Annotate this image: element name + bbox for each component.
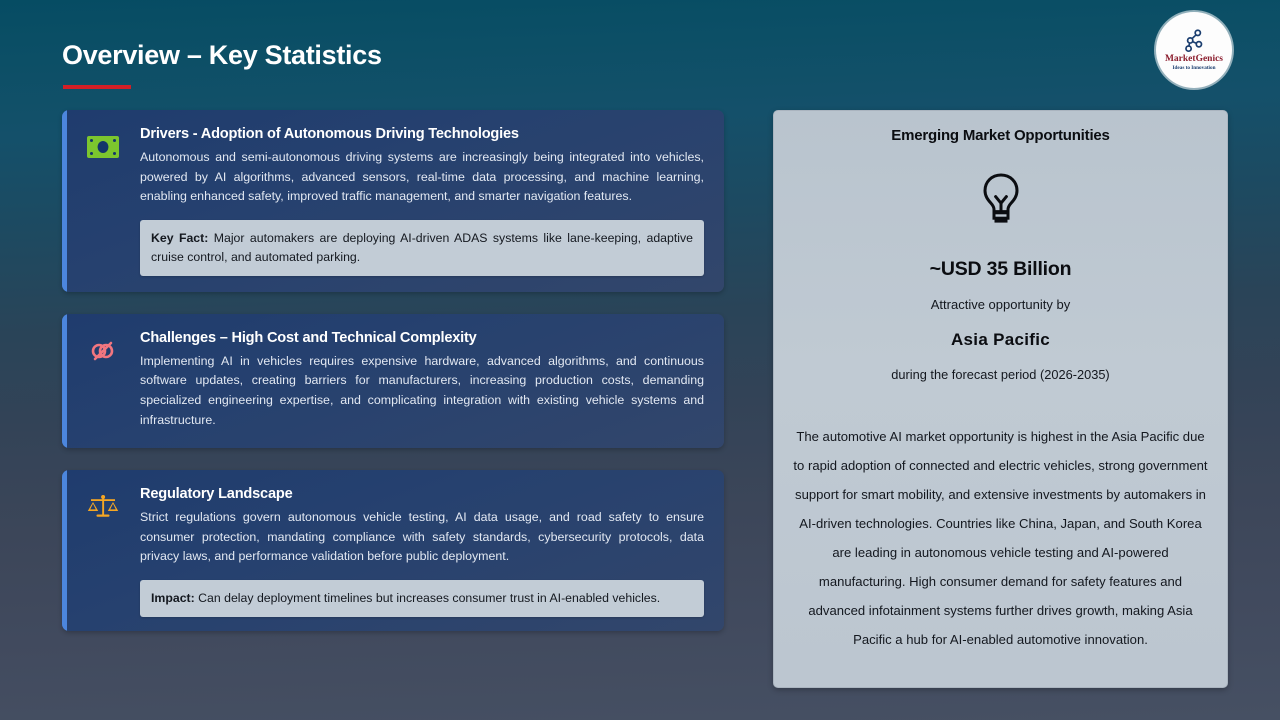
card-title: Regulatory Landscape bbox=[140, 486, 293, 503]
logo-tagline: Ideas to Innovation bbox=[1172, 65, 1216, 72]
card-body-text: Autonomous and semi-autonomous driving systems are increasingly being integrated into vehicles, powered by AI algorithms, advanced sensors, real-time data processing, and machine learning, enabling enhanced safety, improved traffic management, and smarter navigation features. bbox=[140, 150, 704, 204]
impact-callout bbox=[140, 580, 704, 617]
info-cards-column bbox=[62, 110, 724, 653]
money-banknote-icon bbox=[84, 130, 122, 164]
stat-forecast-period: during the forecast period (2026-2035) bbox=[891, 367, 1110, 382]
emerging-market-opportunities-panel bbox=[773, 110, 1228, 688]
stat-region: Asia Pacific bbox=[950, 330, 1051, 349]
lightbulb-icon bbox=[792, 172, 1209, 228]
callout-text: Can delay deployment timelines but increases consumer trust in AI-enabled vehicles. bbox=[194, 590, 661, 605]
title-underline-accent bbox=[63, 85, 131, 89]
page-title: Overview – Key Statistics bbox=[62, 40, 382, 70]
callout-lead-label: Key Fact: bbox=[151, 230, 209, 245]
stat-subtitle-opportunity: Attractive opportunity by bbox=[930, 297, 1071, 312]
broken-link-icon bbox=[84, 334, 122, 368]
panel-description-paragraph: The automotive AI market opportunity is highest in the Asia Pacific due to rapid adoption of connected and electric vehicles, strong government support for smart mobility, and extensive investments by automakers in AI-driven technologies. Countries like China, Japan, and South Korea are leading in autonomous vehicle testing and AI-powered manufacturing. High consumer demand for safety features and advanced infotainment systems further drives growth, making Asia Pacific a hub for AI-enabled automotive innovation. bbox=[793, 429, 1208, 647]
card-body-text: Implementing AI in vehicles requires expensive hardware, advanced algorithms, and continuous software updates, creating barriers for manufacturers, increasing production costs, demanding specialized engineering expertise, and complicating integration with existing vehicle systems and infrastructure. bbox=[140, 353, 704, 427]
stat-value: ~USD 35 Billion bbox=[929, 258, 1072, 280]
card-body-text: Strict regulations govern autonomous vehicle testing, AI data usage, and road safety to ensure consumer protection, mandating compliance with safety standards, cybersecurity protocols, data privacy laws, and performance validation before public deployment. bbox=[140, 510, 704, 564]
logo-brand-name: MarketGenics bbox=[1164, 54, 1224, 65]
brand-logo bbox=[1156, 12, 1232, 88]
balance-scale-icon bbox=[84, 490, 122, 524]
callout-text: Major automakers are deploying AI-driven ADAS systems like lane-keeping, adaptive cruise control, and automated parking. bbox=[151, 230, 693, 264]
callout-lead-label: Impact: bbox=[151, 590, 195, 605]
info-card-drivers bbox=[62, 110, 724, 292]
card-title: Drivers - Adoption of Autonomous Driving Technologies bbox=[140, 126, 519, 142]
info-card-regulatory bbox=[62, 470, 724, 631]
info-card-challenges bbox=[62, 314, 724, 448]
card-title: Challenges – High Cost and Technical Complexity bbox=[140, 329, 477, 346]
panel-heading: Emerging Market Opportunities bbox=[891, 127, 1110, 144]
key-fact-callout bbox=[140, 220, 704, 276]
network-nodes-icon bbox=[1181, 28, 1207, 54]
